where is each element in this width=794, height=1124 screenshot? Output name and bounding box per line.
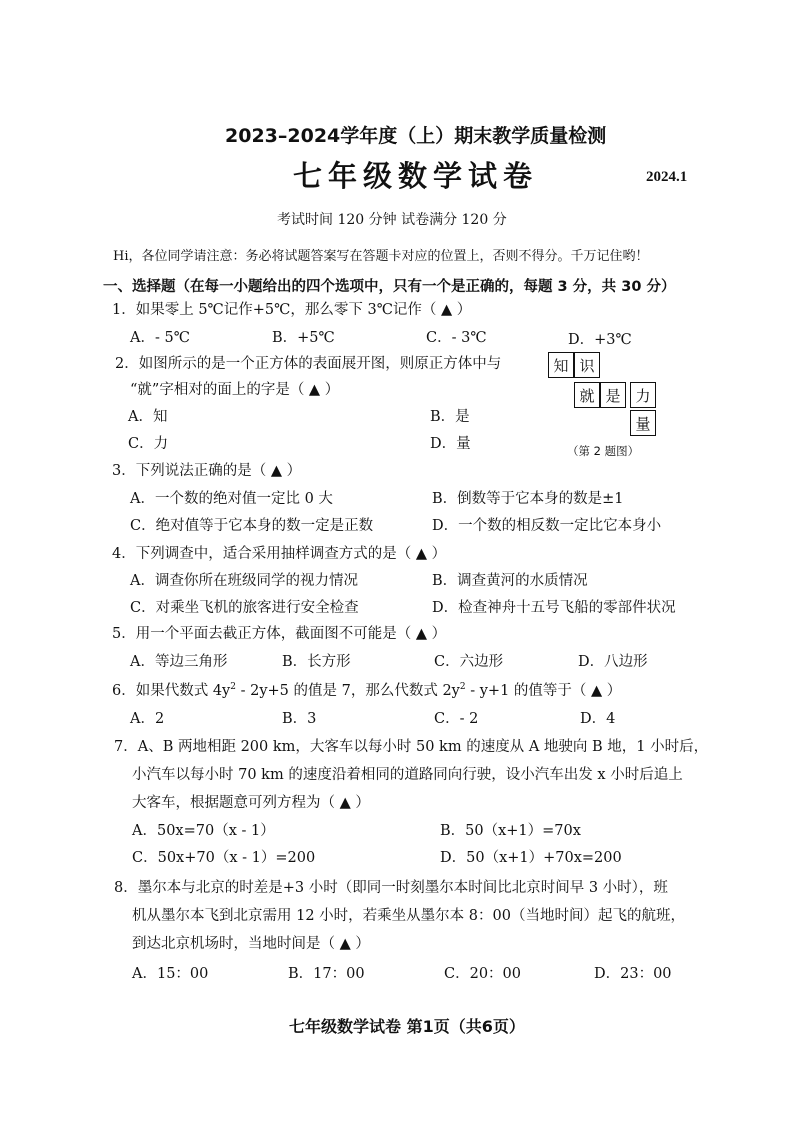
exam-date: 2024.1 bbox=[646, 169, 688, 185]
net-cell-shi: 识 bbox=[574, 352, 600, 378]
figure-caption: （第 2 题图） bbox=[567, 444, 640, 458]
q7-stem-line1: 7．A、B 两地相距 200 km，大客车以每小时 50 km 的速度从 A 地驶向 B 地，1 小时后， bbox=[114, 739, 709, 755]
q6-option-a: A．2 bbox=[130, 711, 165, 727]
q3-option-b: B．倒数等于它本身的数是±1 bbox=[432, 491, 624, 507]
q2-option-b: B．是 bbox=[430, 409, 470, 425]
q4-option-b: B．调查黄河的水质情况 bbox=[432, 573, 588, 589]
cube-net-figure bbox=[548, 352, 660, 436]
q5-option-d: D．八边形 bbox=[578, 654, 648, 670]
q8-option-a: A．15：00 bbox=[132, 966, 209, 982]
q6-exponent-1: 2 bbox=[230, 682, 236, 693]
section-heading: 一、选择题（在每一小题给出的四个选项中，只有一个是正确的，每题 3 分，共 30 分） bbox=[103, 279, 676, 295]
q6-option-b: B．3 bbox=[282, 711, 317, 727]
notice-text: Hi，各位同学请注意：务必将试题答案写在答题卡对应的位置上，否则不得分。千万记住哟！ bbox=[113, 249, 649, 264]
page-footer: 七年级数学试卷 第1页（共6页） bbox=[289, 1017, 525, 1036]
q5-option-a: A．等边三角形 bbox=[130, 654, 228, 670]
q8-option-c: C．20：00 bbox=[444, 966, 521, 982]
q6-stem-part3: - y+1 的值等于（ ▲ ） bbox=[465, 683, 622, 699]
q3-stem: 3．下列说法正确的是（ ▲ ） bbox=[112, 463, 302, 479]
q4-stem: 4．下列调查中，适合采用抽样调查方式的是（ ▲ ） bbox=[112, 546, 447, 562]
q1-option-b: B．+5℃ bbox=[272, 330, 335, 346]
q3-option-c: C．绝对值等于它本身的数一定是正数 bbox=[130, 518, 374, 534]
q2-stem-line1: 2．如图所示的是一个正方体的表面展开图，则原正方体中与 bbox=[115, 356, 502, 372]
q4-option-a: A．调查你所在班级同学的视力情况 bbox=[130, 573, 358, 589]
q4-option-c: C．对乘坐飞机的旅客进行安全检查 bbox=[130, 600, 359, 616]
q6-stem-part2: - 2y+5 的值是 7，那么代数式 2y bbox=[236, 683, 460, 699]
net-cell-liang: 量 bbox=[630, 410, 656, 436]
q1-option-c: C．- 3℃ bbox=[426, 330, 487, 346]
net-cell-zhi: 知 bbox=[548, 352, 574, 378]
q5-option-b: B．长方形 bbox=[282, 654, 351, 670]
exam-title: 七年级数学试卷 bbox=[293, 159, 539, 193]
q1-option-a: A．- 5℃ bbox=[130, 330, 190, 346]
q7-stem-line3: 大客车，根据题意可列方程为（ ▲ ） bbox=[132, 795, 370, 811]
exam-info: 考试时间 120 分钟 试卷满分 120 分 bbox=[277, 212, 507, 228]
q5-option-c: C．六边形 bbox=[434, 654, 504, 670]
q2-option-c: C．力 bbox=[128, 436, 169, 452]
q7-option-b: B．50（x+1）=70x bbox=[440, 823, 581, 839]
net-cell-li: 力 bbox=[630, 382, 656, 408]
q1-option-d: D．+3℃ bbox=[568, 332, 632, 348]
q7-option-d: D．50（x+1）+70x=200 bbox=[440, 850, 622, 866]
q5-stem: 5．用一个平面去截正方体，截面图不可能是（ ▲ ） bbox=[112, 626, 447, 642]
q2-option-d: D．量 bbox=[430, 436, 471, 452]
q3-option-a: A．一个数的绝对值一定比 0 大 bbox=[130, 491, 333, 507]
q6-stem bbox=[112, 679, 621, 700]
q8-option-d: D．23：00 bbox=[594, 966, 672, 982]
q7-option-c: C．50x+70（x - 1）=200 bbox=[132, 850, 316, 866]
q8-stem-line1: 8．墨尔本与北京的时差是+3 小时（即同一时刻墨尔本时间比北京时间早 3 小时），班 bbox=[114, 880, 668, 896]
q6-option-c: C．- 2 bbox=[434, 711, 479, 727]
q1-stem: 1．如果零上 5℃记作+5℃，那么零下 3℃记作（ ▲ ） bbox=[112, 302, 472, 318]
q6-stem-part1: 6．如果代数式 4y bbox=[112, 683, 231, 699]
q8-stem-line2: 机从墨尔本飞到北京需用 12 小时，若乘坐从墨尔本 8：00（当地时间）起飞的航班， bbox=[132, 908, 685, 924]
q6-exponent-2: 2 bbox=[459, 682, 466, 693]
q3-option-d: D．一个数的相反数一定比它本身小 bbox=[432, 518, 662, 534]
q7-stem-line2: 小汽车以每小时 70 km 的速度沿着相同的道路同向行驶，设小汽车出发 x 小时后追上 bbox=[132, 767, 683, 783]
q8-option-b: B．17：00 bbox=[288, 966, 365, 982]
net-cell-jiu: 就 bbox=[574, 382, 600, 408]
exam-title-line1: 2023–2024学年度（上）期末教学质量检测 bbox=[225, 125, 607, 147]
net-cell-shi2: 是 bbox=[600, 382, 626, 408]
q7-option-a: A．50x=70（x - 1） bbox=[132, 823, 275, 839]
q6-option-d: D．4 bbox=[580, 711, 616, 727]
q2-option-a: A．知 bbox=[128, 409, 168, 425]
q2-stem-line2: “就”字相对的面上的字是（ ▲ ） bbox=[130, 382, 340, 398]
q8-stem-line3: 到达北京机场时，当地时间是（ ▲ ） bbox=[132, 936, 370, 952]
q4-option-d: D．检查神舟十五号飞船的零部件状况 bbox=[432, 600, 676, 616]
